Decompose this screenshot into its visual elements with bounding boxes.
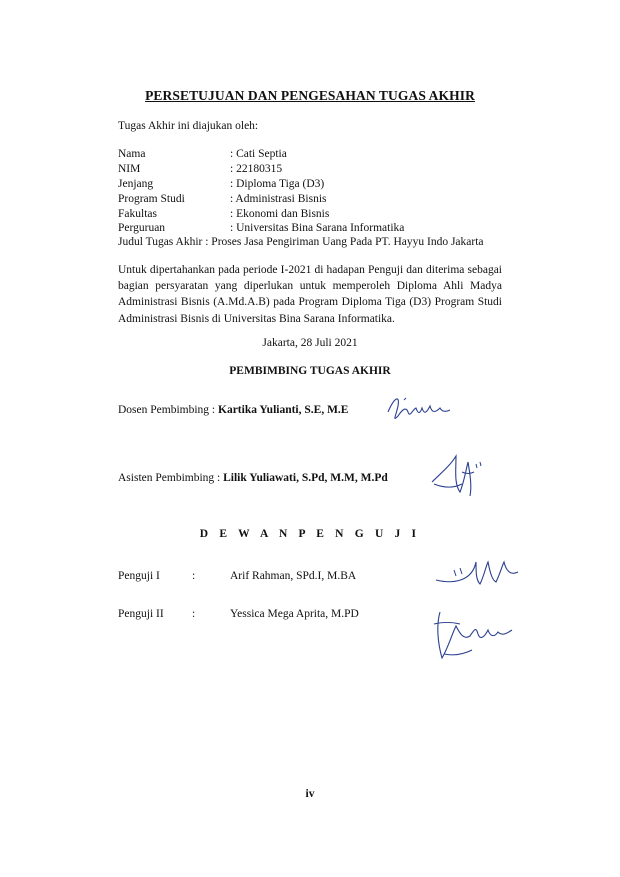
- prodi-value: : Administrasi Bisnis: [230, 193, 327, 205]
- page-title: PERSETUJUAN DAN PENGESAHAN TUGAS AKHIR: [145, 88, 475, 103]
- jenjang-value: : Diploma Tiga (D3): [230, 178, 325, 190]
- penguji2-label: Penguji II: [118, 608, 164, 620]
- nim-label: NIM: [118, 163, 141, 175]
- penguji2-signature: [430, 604, 522, 664]
- nim-value: : 22180315: [230, 163, 283, 175]
- penguji2-colon: :: [192, 608, 196, 620]
- penguji1-name: Arif Rahman, SPd.I, M.BA: [230, 570, 357, 582]
- asisten-label: Asisten Pembimbing :: [118, 472, 224, 484]
- place-date: Jakarta, 28 Juli 2021: [262, 337, 358, 349]
- nama-value: : Cati Septia: [230, 148, 287, 160]
- asisten-pembimbing-line: [118, 472, 388, 484]
- dosen-label: Dosen Pembimbing :: [118, 404, 218, 416]
- dosen-pembimbing-line: [118, 404, 348, 416]
- penguji2-name: Yessica Mega Aprita, M.PD: [230, 608, 359, 620]
- nama-label: Nama: [118, 148, 146, 160]
- dosen-signature: [384, 392, 452, 426]
- asisten-name: Lilik Yuliawati, S.Pd, M.M, M.Pd: [223, 472, 388, 484]
- page-number: iv: [305, 788, 315, 800]
- purpose-paragraph: Untuk dipertahankan pada periode I-2021 di hadapan Penguji dan diterima sebagai bagian persyaratan yang diperlukan untuk memperoleh Diploma Ahli Madya Administrasi Bisnis (A.Md.A.B) pada Program Diploma Tiga (D3) Program Studi Administrasi Bisnis di Universitas Bina Sarana Informatika.: [118, 264, 502, 325]
- perguruan-value: : Universitas Bina Sarana Informatika: [230, 222, 405, 234]
- penguji1-signature: [432, 554, 522, 590]
- jenjang-label: Jenjang: [118, 178, 154, 190]
- fakultas-label: Fakultas: [118, 208, 157, 220]
- intro-text: Tugas Akhir ini diajukan oleh:: [118, 120, 259, 132]
- penguji1-colon: :: [192, 570, 196, 582]
- asisten-signature: [426, 448, 488, 500]
- perguruan-label: Perguruan: [118, 222, 166, 234]
- dosen-name: Kartika Yulianti, S.E, M.E: [218, 404, 349, 416]
- penguji1-label: Penguji I: [118, 570, 160, 582]
- prodi-label: Program Studi: [118, 193, 185, 205]
- pembimbing-heading: PEMBIMBING TUGAS AKHIR: [229, 365, 391, 377]
- judul-line: Judul Tugas Akhir : Proses Jasa Pengiriman Uang Pada PT. Hayyu Indo Jakarta: [118, 236, 484, 248]
- dewan-heading: D E W A N P E N G U J I: [199, 528, 421, 540]
- fakultas-value: : Ekonomi dan Bisnis: [230, 208, 330, 220]
